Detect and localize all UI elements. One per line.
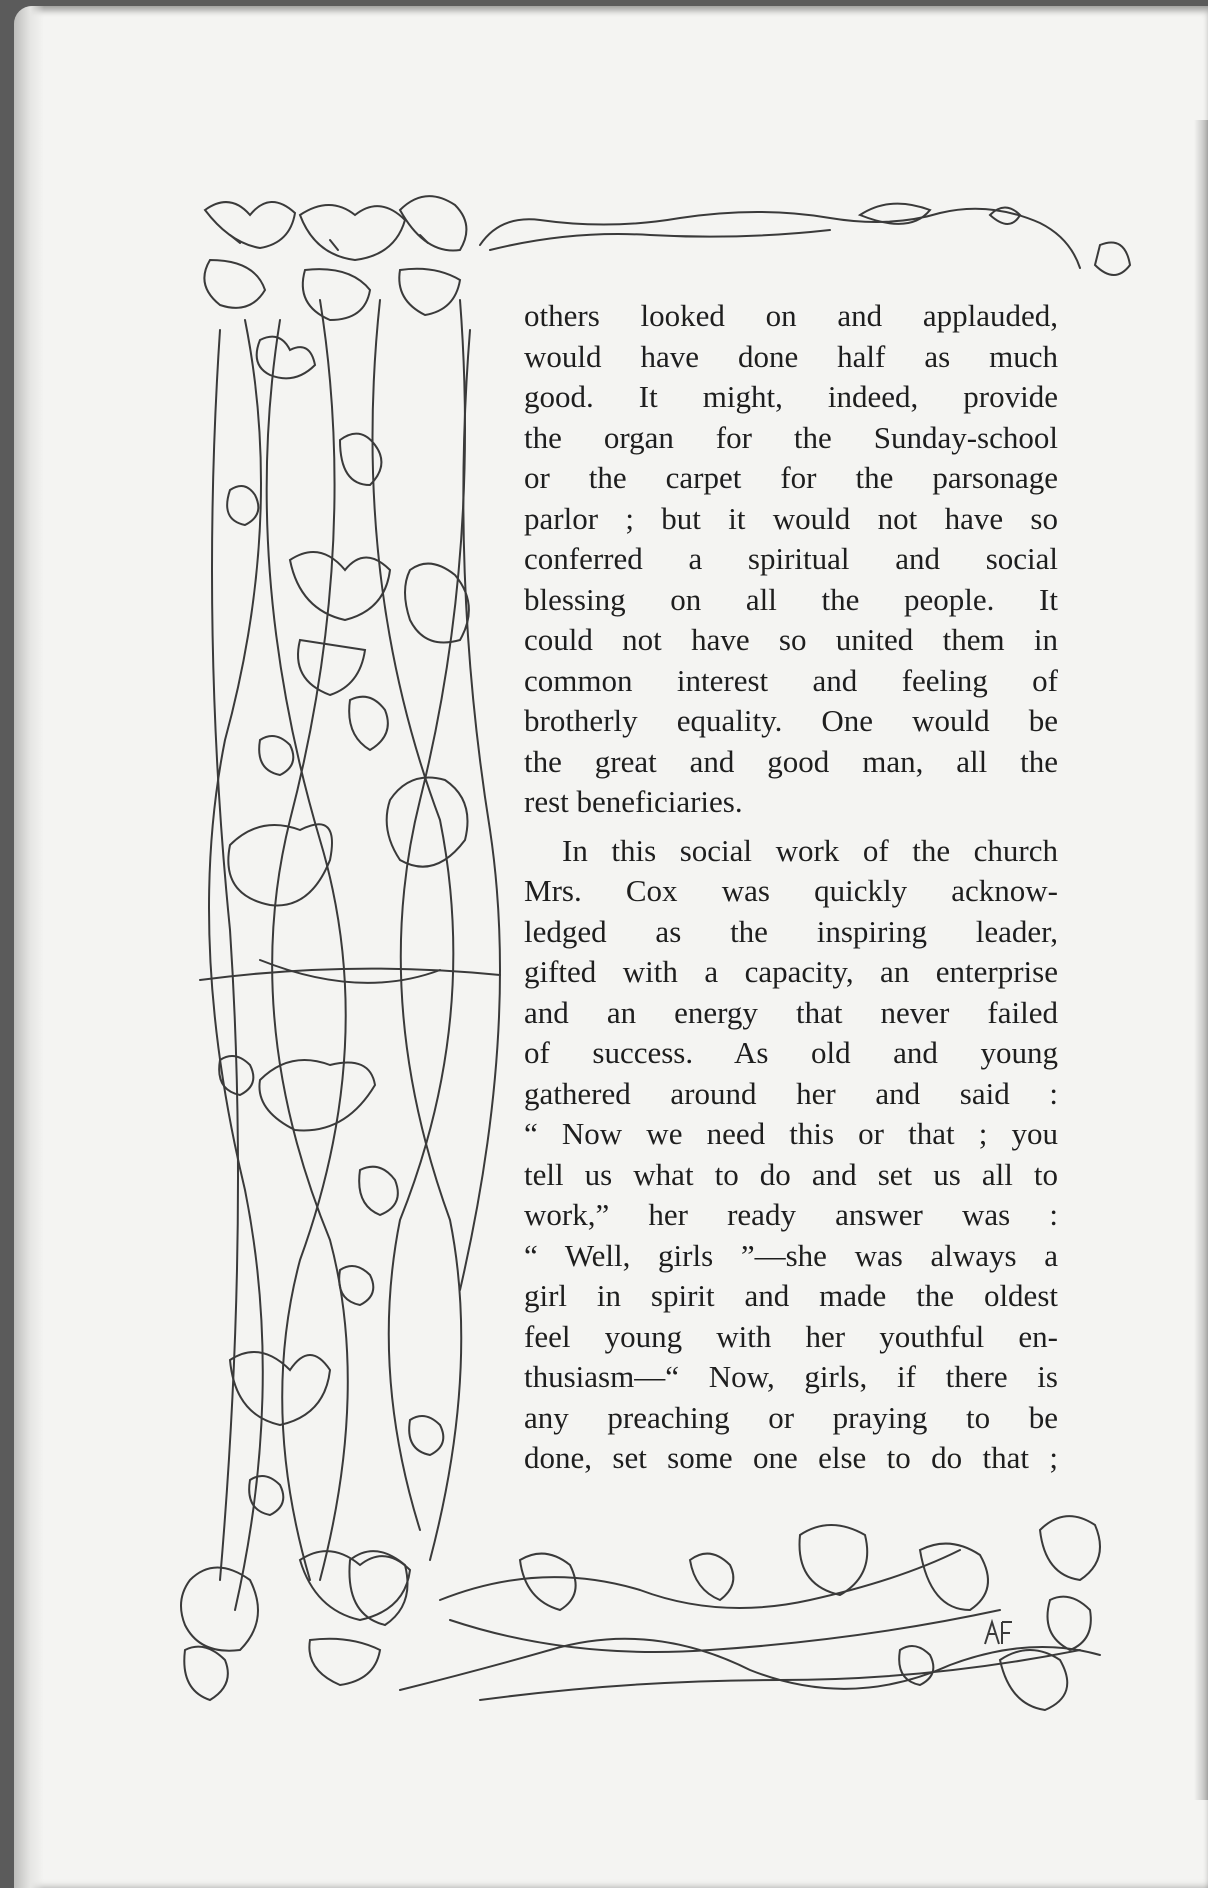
text-line: thusiasm—“ Now, girls, if there is [524, 1359, 1058, 1394]
text-line: blessing on all the people. It [524, 581, 1058, 617]
text-line: of success. As old and young [524, 1035, 1058, 1070]
paragraph-break [524, 823, 1058, 831]
text-line: any preaching or praying to be [524, 1399, 1058, 1435]
text-line: brotherly equality. One would be [524, 703, 1058, 738]
text-line: good. It might, indeed, provide [524, 379, 1058, 414]
text-line: work,” her ready answer was : [524, 1197, 1058, 1232]
text-line: would have done half as much [524, 338, 1058, 374]
text-line: “ Well, girls ”—she was always a [524, 1237, 1058, 1273]
text-line: rest beneficiaries. [524, 784, 743, 819]
body-text [524, 296, 1058, 1479]
text-line: parlor ; but it would not have so [524, 500, 1058, 536]
text-line: feel young with her youthful en- [524, 1318, 1058, 1354]
top-vine [480, 204, 1130, 275]
text-line: done, set some one else to do that ; [524, 1440, 1058, 1475]
left-violets [219, 337, 469, 1515]
text-line: girl in spirit and made the oldest [524, 1278, 1058, 1313]
text-line: “ Now we need this or that ; you [524, 1116, 1058, 1151]
text-line: could not have so united them in [524, 622, 1058, 657]
text-line: others looked on and applauded, [524, 298, 1058, 333]
left-leaves [228, 778, 467, 1626]
artist-monogram-icon [982, 1618, 1016, 1648]
text-line: common interest and feeling of [524, 662, 1058, 698]
text-line: tell us what to do and set us all to [524, 1156, 1058, 1192]
text-line: or the carpet for the parsonage [524, 460, 1058, 495]
text-line: ledged as the inspiring leader, [524, 913, 1058, 949]
top-violets [204, 196, 466, 320]
bottom-left-violets [181, 1551, 410, 1700]
text-line: gifted with a capacity, an enterprise [524, 954, 1058, 989]
text-line: and an energy that never failed [524, 994, 1058, 1030]
text-line: the organ for the Sunday-school [524, 419, 1058, 455]
text-line: conferred a spiritual and social [524, 541, 1058, 576]
left-stems [200, 300, 500, 1610]
text-line: gathered around her and said : [524, 1075, 1058, 1111]
bottom-vine [400, 1516, 1100, 1710]
text-line: In this social work of the church [562, 832, 1058, 868]
text-line: the great and good man, all the [524, 743, 1058, 779]
text-line: Mrs. Cox was quickly acknow- [524, 873, 1058, 908]
